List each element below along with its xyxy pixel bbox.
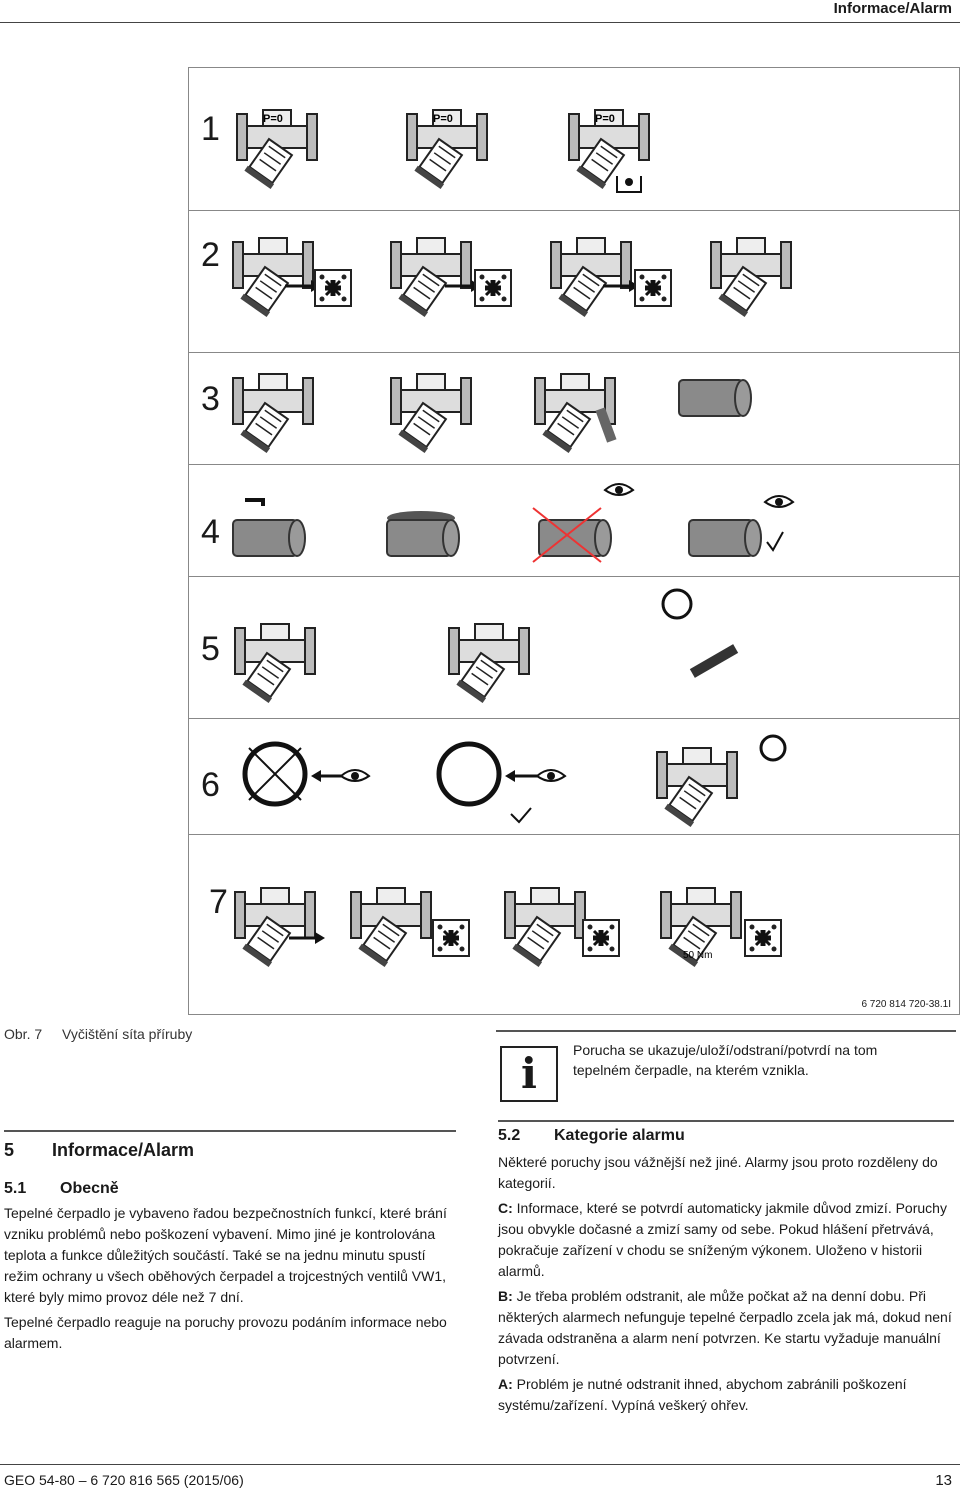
page-number: 13 <box>935 1472 952 1489</box>
torque-label: 50 Nm <box>683 950 713 961</box>
category-text: Informace, které se potvrdí automaticky jakmile důvod zmizí. Poruchy jsou obvykle dočasné a zmizí samy od sebe. Pokud hlášení přetrvává, pokračuje zařízení v chodu se sníženým výkonem. Uloženo v historii alarmů. <box>498 1200 947 1279</box>
section-5-2-heading <box>498 1127 685 1145</box>
section-number: 5.2 <box>498 1127 521 1144</box>
section-rule <box>4 1130 456 1132</box>
category-c <box>498 1198 954 1282</box>
section-5-heading <box>4 1140 194 1161</box>
section-rule <box>498 1120 954 1122</box>
row-4-illustrations <box>233 484 793 562</box>
figure-box <box>188 67 960 1015</box>
pressure-label: P=0 <box>263 113 283 125</box>
row-number: 7 <box>209 883 228 921</box>
section-5-1-body <box>4 1203 460 1358</box>
category-text: Je třeba problém odstranit, ale může počkat až na denní dobu. Při některých alarmech nefunguje tepelné čerpadlo zcela jak má, dokud není závada odstraněna a alarm není potvrzen. Ke startu vyžaduje manuální potvrzení. <box>498 1288 952 1367</box>
category-key: C: <box>498 1200 513 1216</box>
row-number: 6 <box>201 766 220 804</box>
note-rule <box>496 1030 956 1032</box>
category-key: A: <box>498 1376 513 1392</box>
row-1-illustrations <box>237 110 649 192</box>
row-number: 3 <box>201 380 220 418</box>
row-2-illustrations <box>233 238 791 317</box>
category-text: Problém je nutné odstranit ihned, abychom zabránili poškození systému/zařízení. Vypíná veškerý ohřev. <box>498 1376 907 1413</box>
figure-illustrations <box>189 68 960 1016</box>
caption-number: Obr. 7 <box>4 1026 43 1042</box>
section-number: 5 <box>4 1140 15 1160</box>
figure-id: 6 720 814 720-38.1I <box>861 999 951 1010</box>
category-b <box>498 1286 954 1370</box>
footer-rule <box>0 1464 960 1465</box>
row-number: 4 <box>201 513 220 551</box>
figure-caption <box>4 1026 208 1042</box>
section-title: Informace/Alarm <box>52 1140 195 1160</box>
intro-paragraph: Některé poruchy jsou vážnější než jiné. Alarmy jsou proto rozděleny do kategorií. <box>498 1154 938 1191</box>
header-title: Informace/Alarm <box>833 0 952 17</box>
pressure-label: P=0 <box>595 113 615 125</box>
row-3-illustrations <box>233 374 751 453</box>
row-7-illustrations <box>235 888 781 967</box>
footer-doc: GEO 54-80 – 6 720 816 565 (2015/06) <box>4 1472 244 1488</box>
section-title: Obecně <box>60 1180 119 1197</box>
section-5-1-heading <box>4 1180 119 1198</box>
category-key: B: <box>498 1288 513 1304</box>
note-text: Porucha se ukazuje/uloží/odstraní/potvrdí na tom tepelném čerpadle, na kterém vznikla. <box>573 1042 878 1078</box>
row-number: 2 <box>201 236 220 274</box>
section-title: Kategorie alarmu <box>554 1127 685 1144</box>
header-rule <box>0 22 960 23</box>
row-5-illustrations <box>235 590 738 703</box>
category-a <box>498 1374 954 1416</box>
paragraph: Tepelné čerpadlo reaguje na poruchy provozu podáním informace nebo alarmem. <box>4 1314 447 1351</box>
section-number: 5.1 <box>4 1180 27 1197</box>
row-number: 1 <box>201 110 220 148</box>
info-icon: i <box>500 1046 558 1102</box>
paragraph: Tepelné čerpadlo je vybaveno řadou bezpečnostních funkcí, které brání vzniku problémů nebo poškození vybavení. Mimo jiné je kontrolována teplota a funkce důležitých součástí. Také se na jednu minutu spustí režim ochrany u všech oběhových čerpadel a trojcestných ventilů VW1, které byly mimo provoz déle než 7 dní. <box>4 1205 447 1305</box>
pressure-label: P=0 <box>433 113 453 125</box>
section-5-2-body <box>498 1152 954 1420</box>
row-6-illustrations <box>245 736 785 827</box>
caption-text: Vyčištění síta příruby <box>62 1026 193 1042</box>
row-number: 5 <box>201 630 220 668</box>
